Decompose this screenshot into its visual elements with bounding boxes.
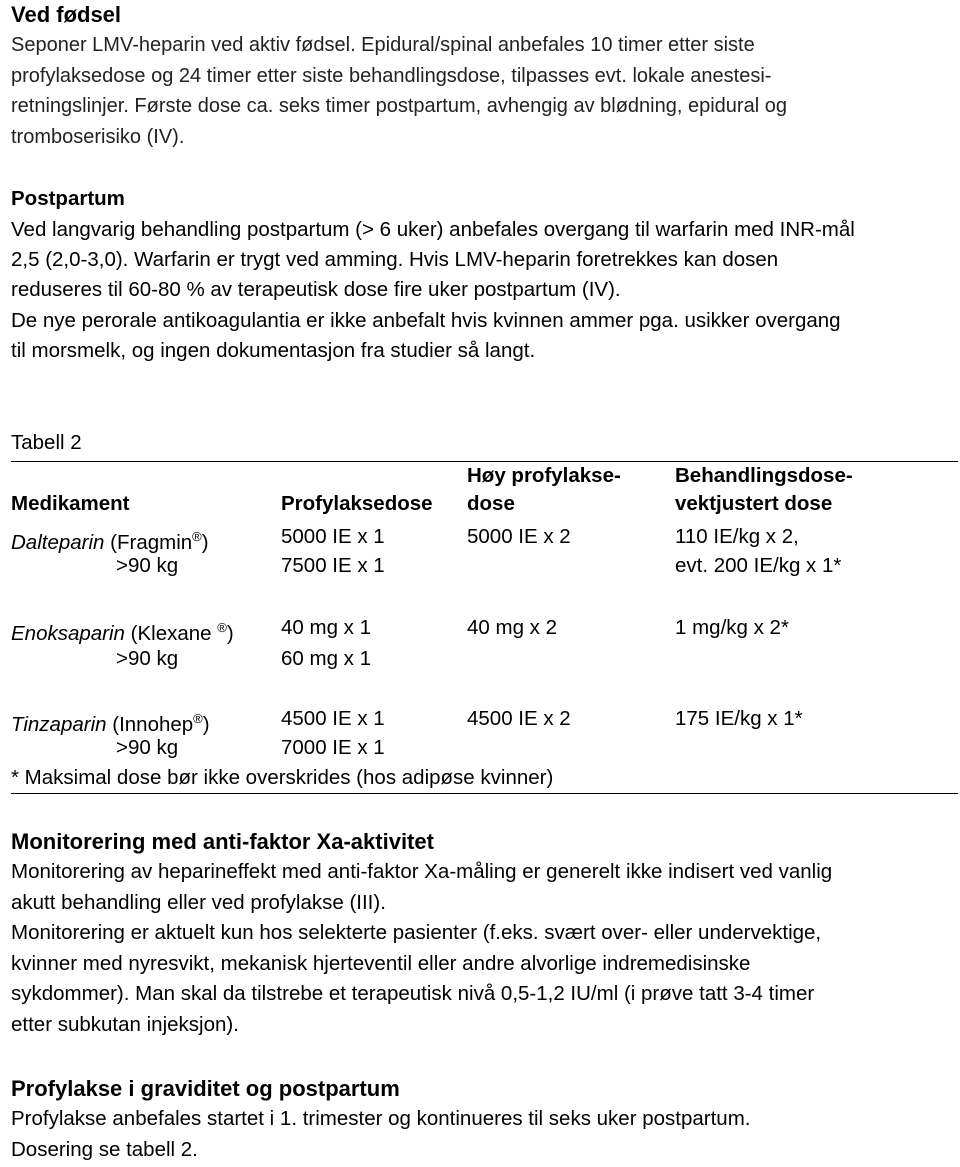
paragraph-line: Ved langvarig behandling postpartum (> 6 uker) anbefales overgang til warfarin med INR-mål <box>11 217 855 241</box>
table-row-drug <box>11 703 210 740</box>
drug-weight: >90 kg <box>116 554 179 577</box>
paragraph-line: De nye perorale antikoagulantia er ikke anbefalt hvis kvinnen ammer pga. usikker overgang <box>11 308 841 332</box>
paragraph-line: Profylakse anbefales startet i 1. trimester og kontinueres til seks uker postpartum. <box>11 1107 751 1130</box>
header-treatment-1: Behandlingsdose- <box>675 464 853 487</box>
table-footnote: * Maksimal dose bør ikke overskrides (hos adipøse kvinner) <box>11 766 554 789</box>
paragraph-line: Monitorering er aktuelt kun hos selekterte pasienter (f.eks. svært over- eller undervektige, <box>11 921 822 944</box>
paragraph-line: Seponer LMV-heparin ved aktiv fødsel. Epidural/spinal anbefales 10 timer etter siste <box>11 34 755 56</box>
paragraph-line: til morsmelk, og ingen dokumentasjon fra studier så langt. <box>11 339 536 363</box>
drug-brand: (Innohep <box>106 712 194 736</box>
paragraph-line: sykdommer). Man skal da tilstrebe et terapeutisk nivå 0,5-1,2 IU/ml (i prøve tatt 3-4 timer <box>11 982 815 1005</box>
table-bottom-rule <box>11 793 958 794</box>
drug-name: Tinzaparin <box>11 712 107 736</box>
prophylaxis-dose: 60 mg x 1 <box>281 647 372 670</box>
paragraph-line: Monitorering av heparineffekt med anti-faktor Xa-måling er generelt ikke indisert ved vanlig <box>11 860 833 883</box>
drug-brand-close: ) <box>202 712 210 736</box>
section-heading: Profylakse i graviditet og postpartum <box>11 1076 400 1101</box>
header-high-prophylaxis-2: dose <box>467 492 515 515</box>
drug-brand-close: ) <box>226 621 234 645</box>
paragraph-line: retningslinjer. Første dose ca. seks timer postpartum, avhengig av blødning, epidural og <box>11 95 787 117</box>
prophylaxis-dose: 7500 IE x 1 <box>281 554 385 577</box>
section-heading: Ved fødsel <box>11 2 122 27</box>
paragraph-line: Dosering se tabell 2. <box>11 1137 198 1161</box>
prophylaxis-dose: 40 mg x 1 <box>281 616 372 639</box>
drug-name: Dalteparin <box>11 530 105 554</box>
high-prophylaxis-dose: 40 mg x 2 <box>467 616 558 639</box>
treatment-dose: evt. 200 IE/kg x 1* <box>675 554 842 577</box>
table-title: Tabell 2 <box>11 431 82 454</box>
table-row-drug <box>11 521 209 558</box>
drug-brand-close: ) <box>201 530 209 554</box>
registered-mark: ® <box>193 711 203 726</box>
high-prophylaxis-dose: 5000 IE x 2 <box>467 525 571 548</box>
paragraph-line: 2,5 (2,0-3,0). Warfarin er trygt ved amming. Hvis LMV-heparin foretrekkes kan dosen <box>11 247 779 271</box>
section-heading: Postpartum <box>11 187 125 210</box>
section-heading: Monitorering med anti-faktor Xa-aktivitet <box>11 829 434 854</box>
high-prophylaxis-dose: 4500 IE x 2 <box>467 707 571 730</box>
drug-name: Enoksaparin <box>11 621 125 645</box>
prophylaxis-dose: 7000 IE x 1 <box>281 736 385 759</box>
paragraph-line: profylaksedose og 24 timer etter siste behandlingsdose, tilpasses evt. lokale anestesi- <box>11 64 772 87</box>
paragraph-line: kvinner med nyresvikt, mekanisk hjerteventil eller andre alvorlige indremedisinske <box>11 951 751 975</box>
drug-weight: >90 kg <box>116 736 179 759</box>
treatment-dose: 110 IE/kg x 2, <box>675 525 799 548</box>
header-high-prophylaxis-1: Høy profylakse- <box>467 464 621 487</box>
section-birth <box>11 0 951 152</box>
prophylaxis-dose: 4500 IE x 1 <box>281 707 385 730</box>
drug-brand: (Klexane <box>124 621 218 645</box>
section-postpartum <box>11 184 956 367</box>
paragraph-line: reduseres til 60-80 % av terapeutisk dose fire uker postpartum (IV). <box>11 278 621 302</box>
drug-weight: >90 kg <box>116 647 179 670</box>
registered-mark: ® <box>192 529 202 544</box>
header-drug: Medikament <box>11 492 130 515</box>
paragraph-line: akutt behandling eller ved profylakse (III). <box>11 890 386 914</box>
treatment-dose: 175 IE/kg x 1* <box>675 707 803 730</box>
prophylaxis-dose: 5000 IE x 1 <box>281 525 385 548</box>
paragraph-line: etter subkutan injeksjon). <box>11 1012 239 1036</box>
treatment-dose: 1 mg/kg x 2* <box>675 616 789 639</box>
paragraph-line: tromboserisiko (IV). <box>11 125 185 148</box>
section-monitoring <box>11 827 956 1040</box>
registered-mark: ® <box>217 620 227 635</box>
drug-brand: (Fragmin <box>104 530 193 554</box>
header-prophylaxis: Profylaksedose <box>281 492 433 515</box>
header-treatment-2: vektjustert dose <box>675 492 833 515</box>
section-prophylaxis <box>11 1074 956 1165</box>
